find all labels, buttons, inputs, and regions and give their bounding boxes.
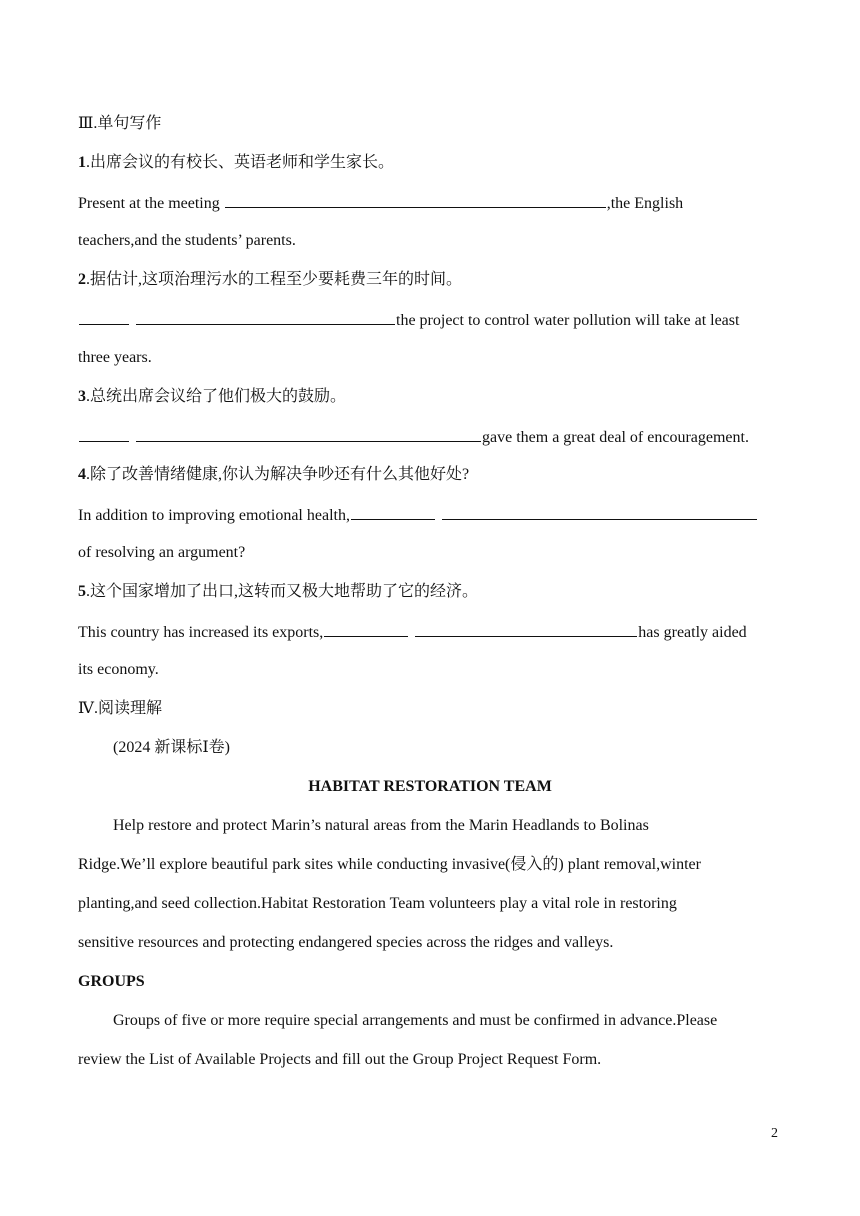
q5-en-before: This country has increased its exports, xyxy=(78,624,324,641)
q4-chinese-text: .除了改善情绪健康,你认为解决争吵还有什么其他好处? xyxy=(86,466,470,483)
paragraph-1-line: sensitive resources and protecting endangered species across the ridges and valleys. xyxy=(78,934,614,951)
q3-number: 3 xyxy=(78,388,86,405)
q1-chinese xyxy=(78,153,394,173)
q2-english-line2: three years. xyxy=(78,349,152,366)
q1-en-before: Present at the meeting xyxy=(78,195,224,212)
section-3-heading: Ⅲ.单句写作 xyxy=(78,115,162,132)
passage-source: (2024 新课标Ⅰ卷) xyxy=(113,739,230,756)
q5-en-after: has greatly aided xyxy=(638,624,747,641)
section-4-heading: Ⅳ.阅读理解 xyxy=(78,700,162,717)
passage-title: HABITAT RESTORATION TEAM xyxy=(308,778,552,795)
q5-chinese xyxy=(78,582,478,602)
q4-blank-2[interactable] xyxy=(442,504,757,520)
q1-blank[interactable] xyxy=(225,192,606,208)
q3-blank-1[interactable] xyxy=(79,426,129,442)
q4-chinese xyxy=(78,465,469,485)
q5-english xyxy=(78,621,747,643)
q1-english xyxy=(78,192,683,214)
q2-english xyxy=(78,309,739,331)
q4-number: 4 xyxy=(78,466,86,483)
page-number: 2 xyxy=(771,1126,778,1141)
q2-chinese xyxy=(78,270,462,290)
q4-blank-1[interactable] xyxy=(351,504,435,520)
q1-english-line2: teachers,and the students’ parents. xyxy=(78,232,296,249)
q3-english xyxy=(78,426,749,448)
paragraph-2-line: Groups of five or more require special arrangements and must be confirmed in advance.Please xyxy=(113,1012,718,1029)
q4-english-line2: of resolving an argument? xyxy=(78,544,246,561)
q3-en-after: gave them a great deal of encouragement. xyxy=(482,429,749,446)
q4-english xyxy=(78,504,758,526)
q2-blank-1[interactable] xyxy=(79,309,129,325)
q2-chinese-text: .据估计,这项治理污水的工程至少要耗费三年的时间。 xyxy=(86,271,463,288)
paragraph-1-line: Help restore and protect Marin’s natural areas from the Marin Headlands to Bolinas xyxy=(113,817,649,834)
q2-en-after: the project to control water pollution will take at least xyxy=(396,312,740,329)
q3-blank-2[interactable] xyxy=(136,426,481,442)
q5-blank-1[interactable] xyxy=(324,621,408,637)
q3-chinese-text: .总统出席会议给了他们极大的鼓励。 xyxy=(86,388,347,405)
q5-english-line2: its economy. xyxy=(78,661,159,678)
paragraph-1-line: planting,and seed collection.Habitat Restoration Team volunteers play a vital role in restoring xyxy=(78,895,677,912)
q2-number: 2 xyxy=(78,271,86,288)
q2-blank-2[interactable] xyxy=(136,309,395,325)
q5-number: 5 xyxy=(78,583,86,600)
paragraph-2-line: review the List of Available Projects and fill out the Group Project Request Form. xyxy=(78,1051,602,1068)
q3-chinese xyxy=(78,387,346,407)
groups-heading: GROUPS xyxy=(78,973,145,990)
q1-en-after: ,the English xyxy=(606,195,684,212)
q5-blank-2[interactable] xyxy=(415,621,637,637)
q1-chinese-text: .出席会议的有校长、英语老师和学生家长。 xyxy=(86,154,395,171)
q4-en-before: In addition to improving emotional health, xyxy=(78,507,350,524)
q5-chinese-text: .这个国家增加了出口,这转而又极大地帮助了它的经济。 xyxy=(86,583,479,600)
paragraph-1-line: Ridge.We’ll explore beautiful park sites while conducting invasive(侵入的) plant removal,winter xyxy=(78,856,701,873)
q1-number: 1 xyxy=(78,154,86,171)
